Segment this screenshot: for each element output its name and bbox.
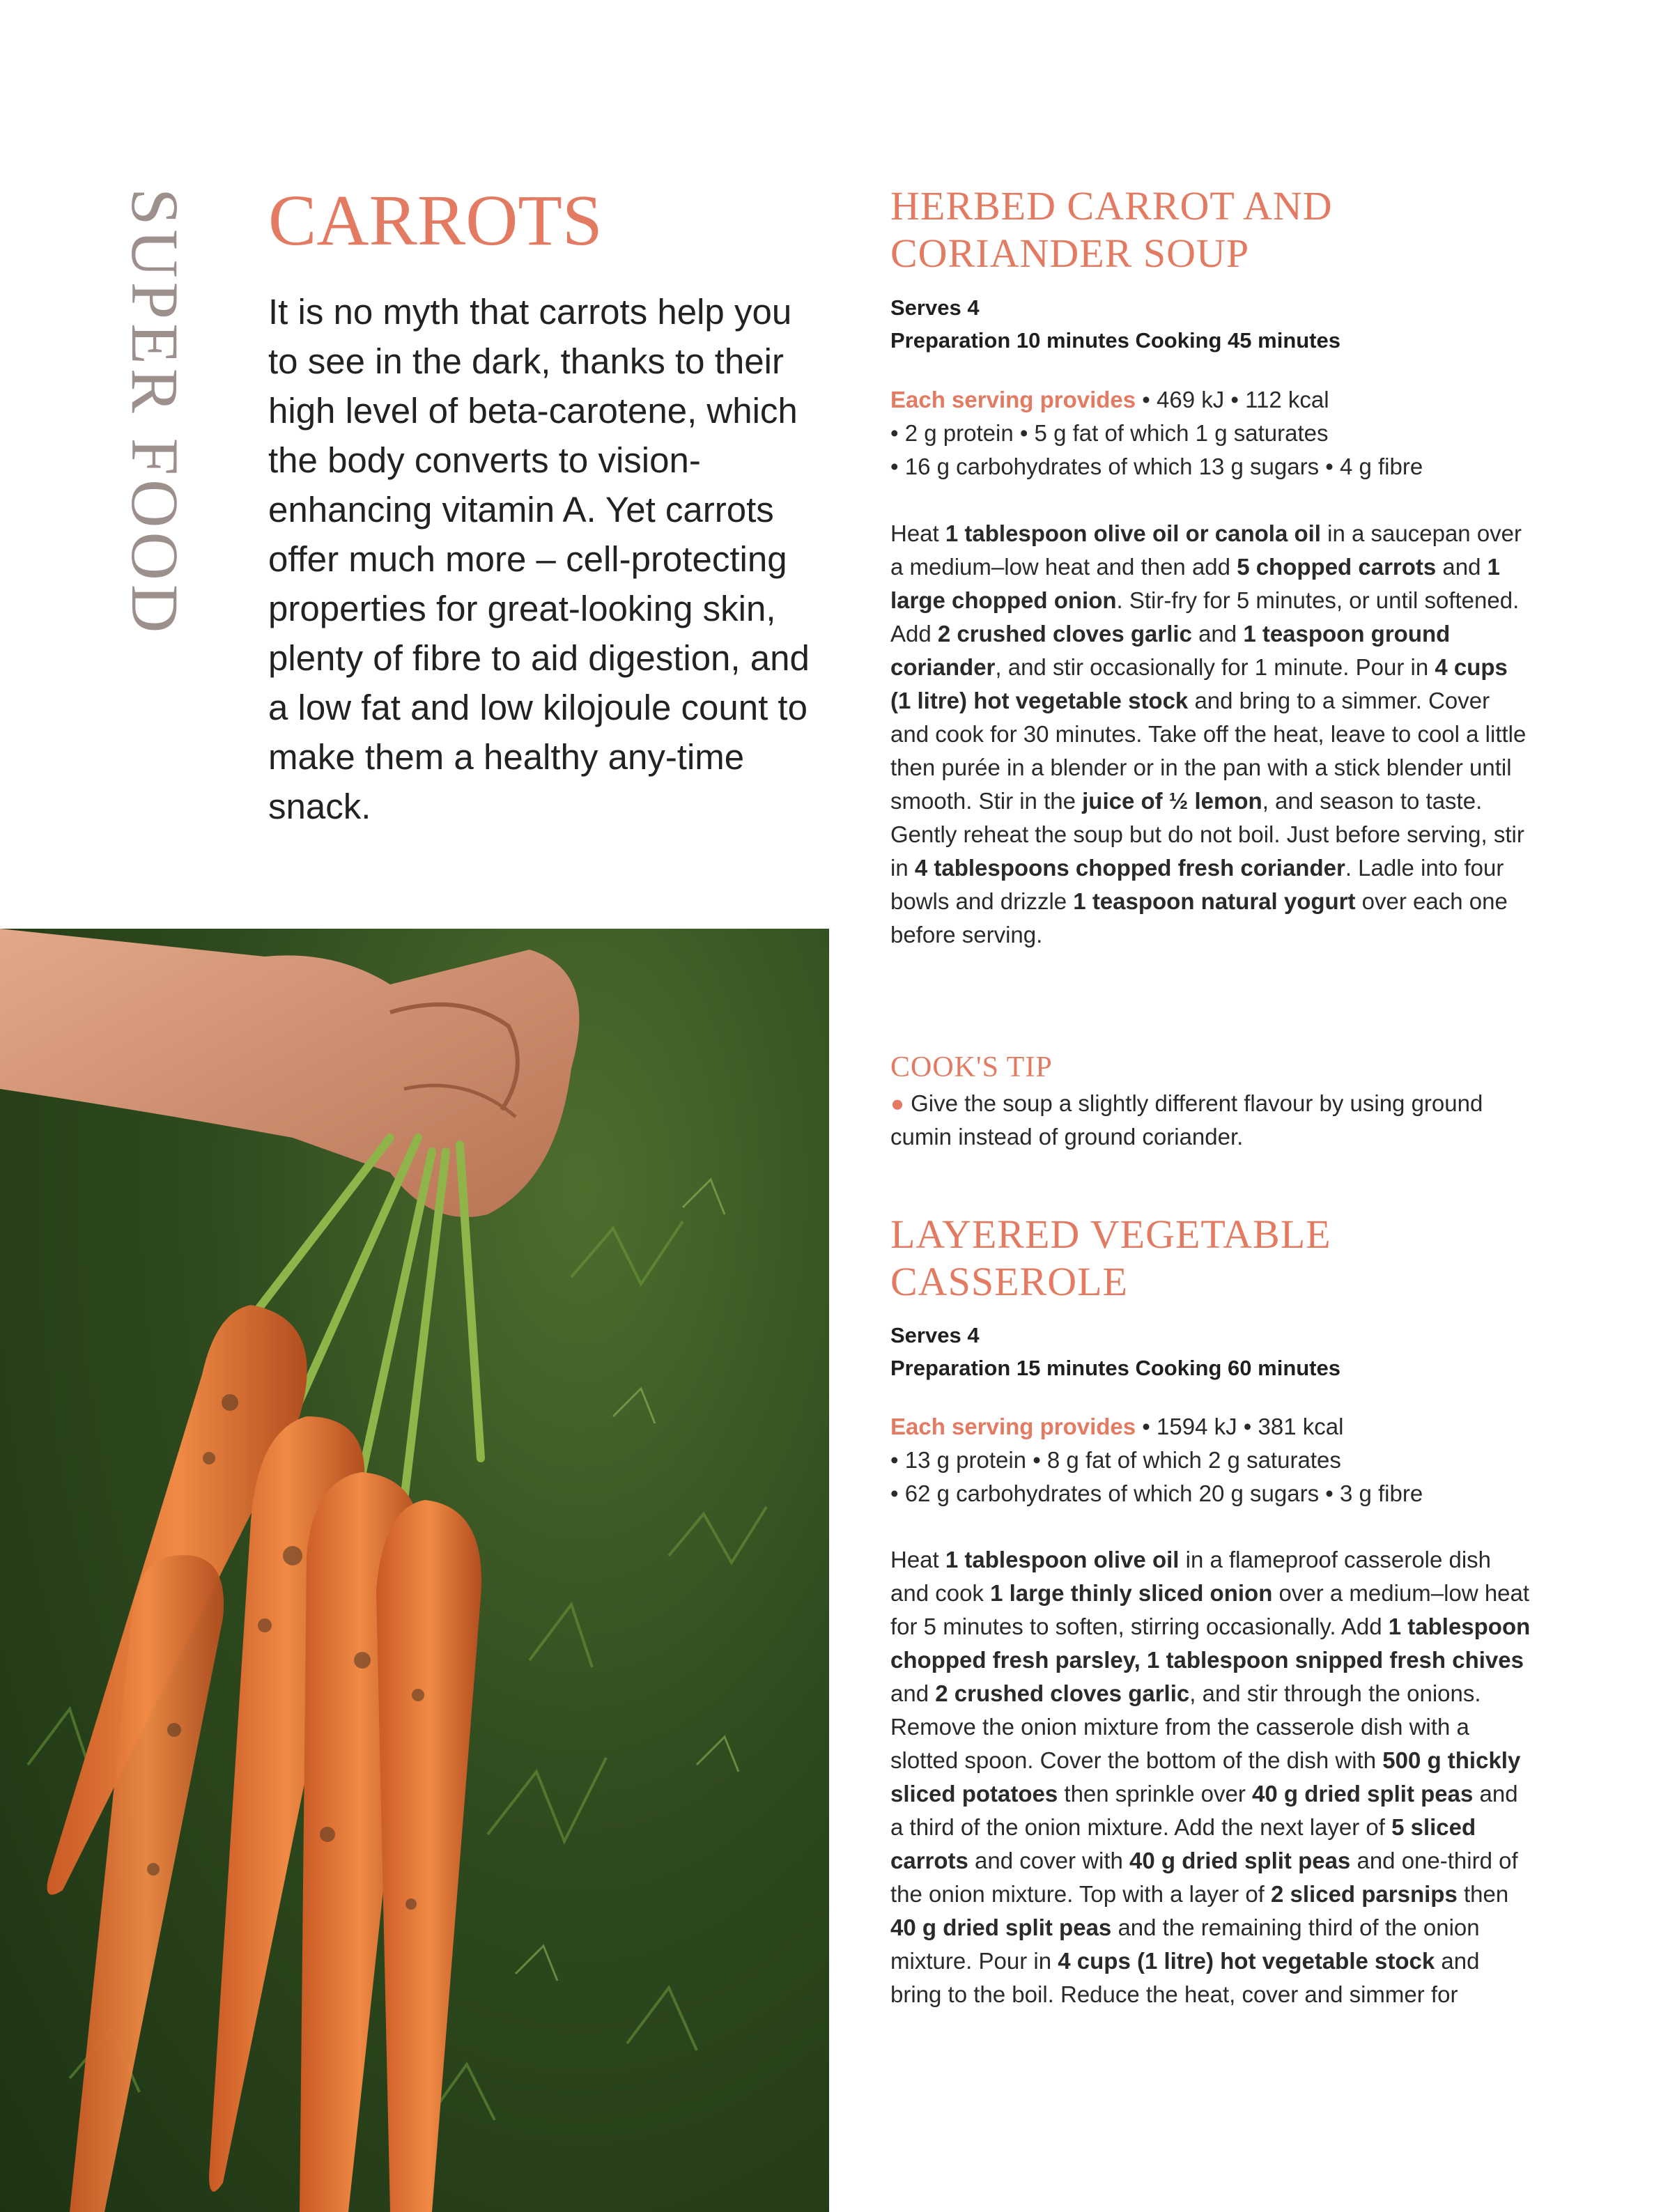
recipe2-nutrition xyxy=(890,1410,1531,1510)
nutrition-label: Each serving provides xyxy=(890,387,1136,412)
nutrition-values: • 1594 kJ • 381 kcal xyxy=(1136,1414,1344,1439)
nutrition-line: • 13 g protein • 8 g fat of which 2 g saturates xyxy=(890,1447,1341,1473)
timing: Preparation 10 minutes Cooking 45 minutes xyxy=(890,328,1340,353)
recipe2-meta xyxy=(890,1319,1531,1384)
recipe-title-line1: HERBED CARROT AND xyxy=(890,183,1333,229)
recipe-title xyxy=(890,183,1531,277)
tip-text: ● Give the soup a slightly different flavour by using ground cumin instead of ground coriander. xyxy=(890,1090,1483,1150)
intro-paragraph: It is no myth that carrots help you to see in the dark, thanks to their high level of beta-carotene, which the body converts to vision-enhancing vitamin A. Yet carrots offer much more – cell-protecting properties for great-looking skin, plenty of fibre to aid digestion, and a low fat and low kilojoule count to make them a healthy any-time snack. xyxy=(268,292,810,826)
recipe-title-line2: CASSEROLE xyxy=(890,1259,1128,1304)
timing: Preparation 15 minutes Cooking 60 minutes xyxy=(890,1356,1340,1380)
recipe2-method xyxy=(890,1543,1531,2011)
carrots-photo xyxy=(0,929,829,2212)
nutrition-line: • 62 g carbohydrates of which 20 g sugars • 3 g fibre xyxy=(890,1480,1423,1506)
side-label-text: SUPER FOOD xyxy=(118,188,192,637)
cooks-tip xyxy=(890,1051,1531,1154)
nutrition-line: • 16 g carbohydrates of which 13 g sugars • 4 g fibre xyxy=(890,454,1423,479)
carrots-illustration xyxy=(0,929,829,2212)
page-title: CARROTS xyxy=(268,180,603,261)
recipe-title xyxy=(890,1211,1531,1306)
recipe-title-line2: CORIANDER SOUP xyxy=(890,231,1250,276)
recipe1-nutrition xyxy=(890,383,1531,484)
nutrition-line xyxy=(890,1410,1531,1444)
nutrition-line xyxy=(890,383,1531,417)
recipe-layered-vegetable-casserole xyxy=(890,1211,1531,1306)
method-text: Heat 1 tablespoon olive oil in a flameproof casserole dish and cook 1 large thinly sliced onion over a medium–low heat for 5 minutes to soften, stirring occasionally. Add 1 tablespoon chopped fresh parsley, 1 tablespoon snipped fresh chives and 2 crushed cloves garlic, and stir through the onions. Remove the onion mixture from the casserole dish with a slotted spoon. Cover the bottom of the dish with 500 g thickly sliced potatoes then sprinkle over 40 g dried split peas and a third of the onion mixture. Add the next layer of 5 sliced carrots and cover with 40 g dried split peas and one-third of the onion mixture. Top with a layer of 2 sliced parsnips then 40 g dried split peas and the remaining third of the onion mixture. Pour in 4 cups (1 litre) hot vegetable stock and bring to the boil. Reduce the heat, cover and simmer for xyxy=(890,1547,1531,2007)
method-text: Heat 1 tablespoon olive oil or canola oil in a saucepan over a medium–low heat and then add 5 chopped carrots and 1 large chopped onion. Stir-fry for 5 minutes, or until softened. Add 2 crushed cloves garlic and 1 teaspoon ground coriander, and stir occasionally for 1 minute. Pour in 4 cups (1 litre) hot vegetable stock and bring to a simmer. Cover and cook for 30 minutes. Take off the heat, leave to cool a little then purée in a blender or in the pan with a stick blender until smooth. Stir in the juice of ½ lemon, and season to taste. Gently reheat the soup but do not boil. Just before serving, stir in 4 tablespoons chopped fresh coriander. Ladle into four bowls and drizzle 1 teaspoon natural yogurt over each one before serving. xyxy=(890,520,1527,948)
side-label xyxy=(118,188,192,829)
nutrition-line: • 2 g protein • 5 g fat of which 1 g saturates xyxy=(890,420,1329,446)
recipe1-meta xyxy=(890,291,1531,357)
recipe1-method xyxy=(890,517,1531,952)
serves: Serves 4 xyxy=(890,295,980,320)
nutrition-values: • 469 kJ • 112 kcal xyxy=(1136,387,1329,412)
recipe-title-line1: LAYERED VEGETABLE xyxy=(890,1212,1331,1257)
recipe-herbed-carrot-soup xyxy=(890,183,1531,277)
serves: Serves 4 xyxy=(890,1323,980,1347)
tip-title: COOK'S TIP xyxy=(890,1051,1053,1083)
bullet-icon: ● xyxy=(890,1090,904,1116)
nutrition-label: Each serving provides xyxy=(890,1414,1136,1439)
